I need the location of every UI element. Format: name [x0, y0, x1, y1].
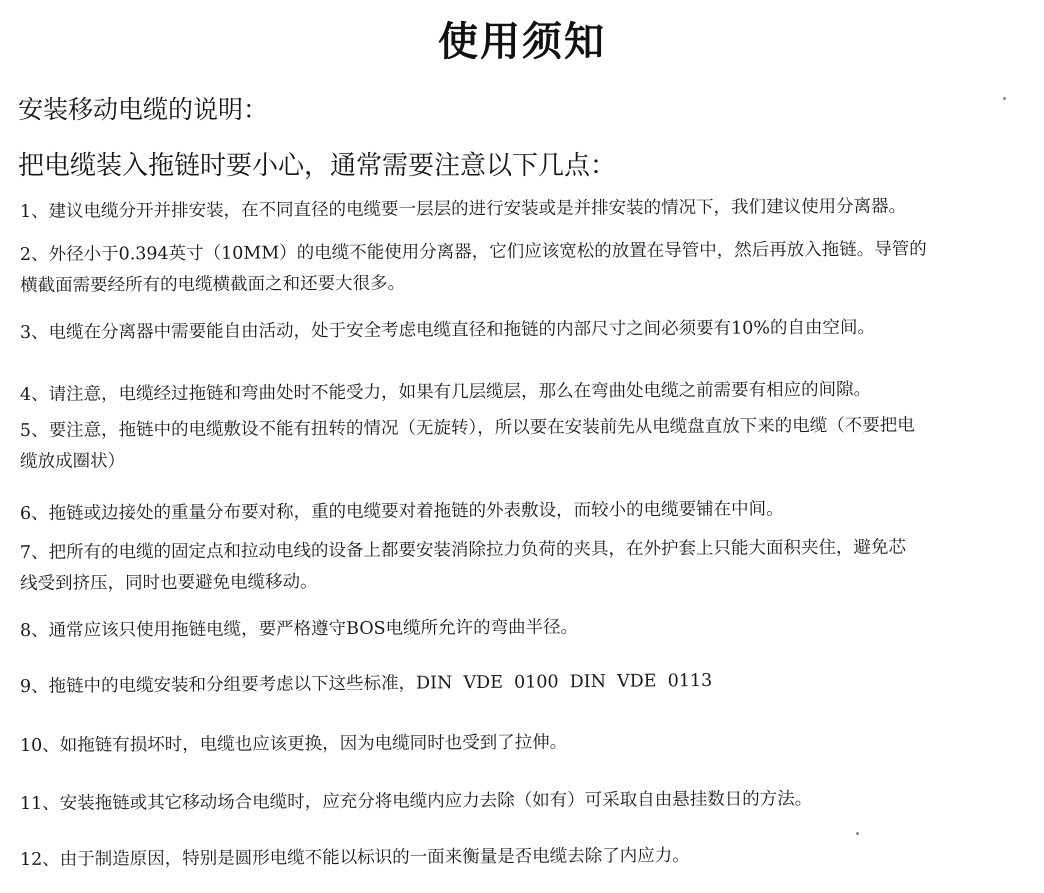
item-text: 4、请注意，电缆经过拖链和弯曲处时不能受力，如果有几层缆层，那么在弯曲处电缆之前需要有相应的间隙。 — [19, 379, 872, 405]
item-text: 6、拖链或边接处的重量分布要对称，重的电缆要对着拖链的外表敷设，而较小的电缆要铺在中间。 — [19, 499, 784, 524]
instruction-item-11 — [20, 783, 1030, 820]
instruction-item-10 — [20, 725, 1030, 762]
item-text-line-2: 线受到挤压，同时也要避免电缆移动。 — [20, 572, 318, 594]
item-text: 9、拖链中的电缆安装和分组要考虑以下这些标准，DIN VDE 0100 DIN VDE 0113 — [19, 670, 713, 697]
instruction-item-4 — [20, 374, 1030, 411]
instruction-item-6 — [20, 493, 1030, 530]
item-text: 12、由于制造原因，特别是圆形电缆不能以标识的一面来衡量是否电缆去除了内应力。 — [19, 845, 690, 870]
instruction-item-2 — [20, 234, 1030, 302]
item-text: 10、如拖链有损坏时，电缆也应该更换，因为电缆同时也受到了拉伸。 — [19, 732, 568, 756]
item-text: 1、建议电缆分开并排安装，在不同直径的电缆要一层层的进行安装或是并排安装的情况下，我们建议使用分离器。 — [19, 196, 907, 222]
instruction-item-12 — [20, 839, 1030, 876]
instruction-item-8 — [20, 610, 1030, 647]
instruction-item-5 — [20, 410, 1030, 478]
scan-speck — [856, 832, 859, 835]
section-heading: 安装移动电缆的说明： — [18, 95, 269, 124]
item-text: 3、电缆在分离器中需要能自由活动，处于安全考虑电缆直径和拖链的内部尺寸之间必须要有10%的自由空间。 — [19, 317, 876, 343]
instruction-item-9 — [20, 663, 1030, 703]
page-title: 使用须知 — [438, 19, 606, 65]
scan-speck — [1003, 97, 1006, 100]
item-text-line-1: 7、把所有的电缆的固定点和拉动电线的设备上都要安装消除拉力负荷的夹具，在外护套上只能大面积夹住，避免芯 — [19, 537, 907, 564]
item-text-line-2: 缆放成圈状） — [20, 451, 126, 472]
item-text: 11、安装拖链或其它移动场合电缆时，应充分将电缆内应力去除（如有）可采取自由悬挂数日的方法。 — [19, 789, 813, 814]
item-text-line-2: 横截面需要经所有的电缆横截面之和还要大很多。 — [20, 273, 406, 296]
instruction-item-3 — [20, 312, 1030, 349]
instructions-intro: 把电缆装入拖链时要小心，通常需要注意以下几点： — [18, 151, 617, 181]
instruction-item-7 — [20, 532, 1030, 600]
item-text: 8、通常应该只使用拖链电缆，要严格遵守BOS电缆所允许的弯曲半径。 — [19, 617, 579, 641]
instruction-item-1 — [20, 191, 1030, 228]
item-text-line-1: 2、外径小于0.394英寸（10MM）的电缆不能使用分离器，它们应该宽松的放置在导管中，然后再放入拖链。导管的 — [19, 239, 927, 266]
item-text-line-1: 5、要注意，拖链中的电缆敷设不能有扭转的情况（无旋转），所以要在安装前先从电缆盘直放下来的电缆（不要把电 — [19, 415, 915, 442]
